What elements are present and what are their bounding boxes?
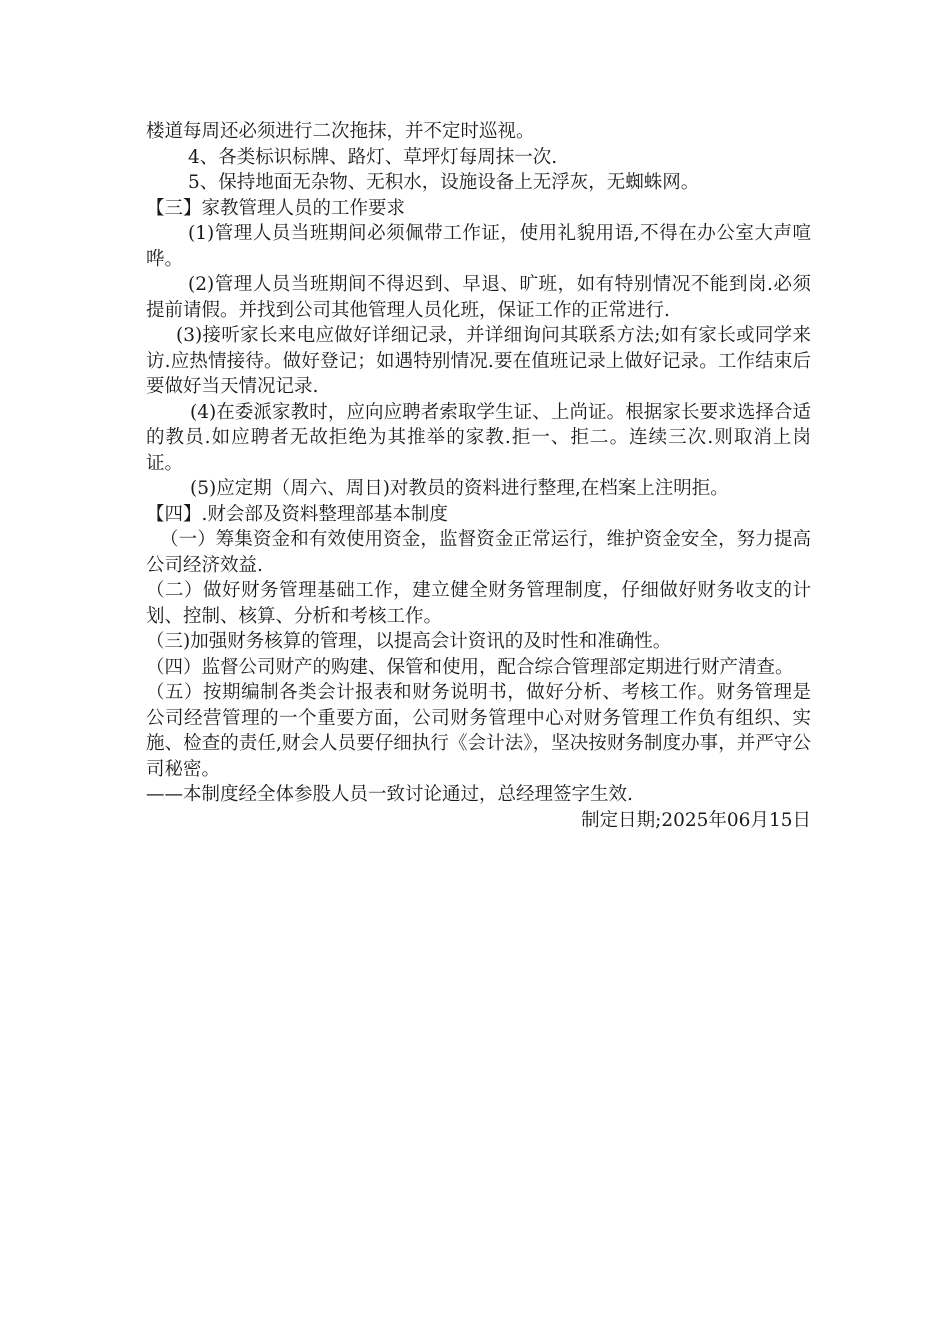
section-heading-4: 【四】.财会部及资料整理部基本制度 [146,503,448,525]
paragraph-rule-2: (2)管理人员当班期间不得迟到、早退、旷班，如有特别情况不能到岗.必须提前请假。并找到公司其他管理人员化班，保证工作的正常进行. [146,274,811,321]
paragraph-cleaning-continued: 楼道每周还必须进行二次拖抹，并不定时巡视。 [146,121,535,142]
section-heading-3: 【三】家教管理人员的工作要求 [146,197,406,219]
paragraph-closing-statement: ——本制度经全体参股人员一致讨论通过，总经理签字生效. [146,784,633,805]
paragraph-item-5: 5、保持地面无杂物、无积水，设施设备上无浮灰，无蜘蛛网。 [188,172,700,193]
paragraph-rule-3: (3)接听家长来电应做好详细记录，并详细询问其联系方法;如有家长或同学来访.应热情接待。做好登记；如遇特别情况.要在值班记录上做好记录。工作结束后要做好当天情况记录. [146,325,811,397]
paragraph-rule-1: (1)管理人员当班期间必须佩带工作证，使用礼貌用语,不得在办公室大声喧哗。 [146,223,811,270]
document-body [146,119,811,833]
paragraph-item-4: 4、各类标识标牌、路灯、草坪灯每周抹一次. [188,146,558,168]
paragraph-rule-5: (5)应定期（周六、周日)对教员的资料进行整理,在档案上注明拒。 [190,478,729,499]
date-line: 制定日期;2025年06月15日 [581,809,811,831]
paragraph-finance-5: （五）按期编制各类会计报表和财务说明书，做好分析、考核工作。财务管理是公司经营管理的一个重要方面，公司财务管理中心对财务管理工作负有组织、实施、检查的责任,财会人员要仔细执行《会计法》，坚决按财务制度办事，并严守公司秘密。 [146,682,811,780]
paragraph-finance-1: （一）筹集资金和有效使用资金，监督资金正常运行，维护资金安全，努力提高公司经济效益. [146,529,811,576]
paragraph-finance-2: （二）做好财务管理基础工作，建立健全财务管理制度，仔细做好财务收支的计划、控制、核算、分析和考核工作。 [146,580,811,627]
paragraph-finance-3: （三)加强财务核算的管理，以提高会计资讯的及时性和准确性。 [146,631,672,652]
paragraph-finance-4: （四）监督公司财产的购建、保管和使用，配合综合管理部定期进行财产清查。 [146,656,794,678]
paragraph-rule-4: (4)在委派家教时，应向应聘者索取学生证、上尚证。根据家长要求选择合适的教员.如应聘者无故拒绝为其推举的家教.拒一、拒二。连续三次.则取消上岗证。 [146,401,811,474]
